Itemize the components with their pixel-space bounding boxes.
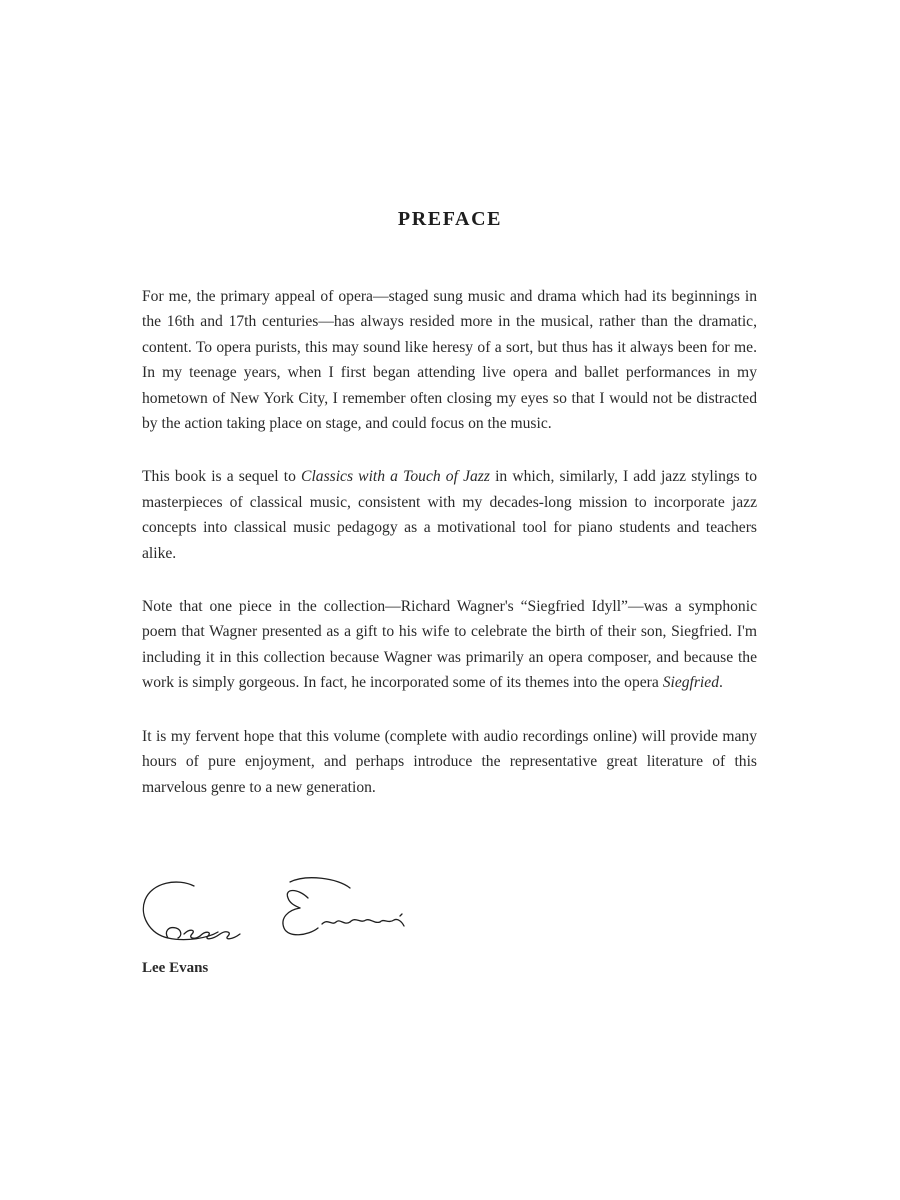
paragraph-3 xyxy=(142,594,757,696)
paragraph-2-text-b: in which, similarly, I add jazz stylings to masterpieces of classical music, consistent with my decades-long mission to incorporate jazz concepts into classical music pedagogy as a motivational tool for piano students and teachers alike. xyxy=(142,468,758,562)
paragraph-4 xyxy=(142,724,757,800)
paragraph-1 xyxy=(142,284,757,436)
signer-name: Lee Evans xyxy=(142,960,209,976)
paragraph-2 xyxy=(142,464,757,566)
opera-title-italic: Siegfried xyxy=(662,674,719,692)
paragraph-2-text-a: This book is a sequel to xyxy=(142,468,302,486)
paragraph-3-text-a: Note that one piece in the collection—Richard Wagner's “Siegfried Idyll”—was a symphonic poem that Wagner presented as a gift to his wife to celebrate the birth of their son, Siegfried. I'm including it in this collection because Wagner was primarily an opera composer, and because the work is simply gorgeous. In fact, he incorporated some of its themes into the opera xyxy=(142,598,757,692)
paragraph-4-text: It is my fervent hope that this volume (complete with audio recordings online) will provide many hours of pure enjoyment, and perhaps introduce the representative great literature of this marvelous genre to a new generation. xyxy=(142,727,757,796)
page-title: PREFACE xyxy=(397,208,503,230)
preface-body xyxy=(142,284,757,828)
paragraph-3-text-b: . xyxy=(719,674,723,692)
book-title-italic: Classics with a Touch of Jazz xyxy=(301,468,490,486)
paragraph-1-text: For me, the primary appeal of opera—staged sung music and drama which had its beginnings in the 16th and 17th centuries—has always resided more in the musical, rather than the dramatic, content. To opera purists, this may sound like heresy of a sort, but thus has it always been for me. In my teenage years, when I first began attending live opera and ballet performances in my hometown of New York City, I remember often closing my eyes so that I would not be distracted by the action taking place on stage, and could focus on the music. xyxy=(142,288,757,433)
handwritten-signature-icon xyxy=(138,872,418,952)
